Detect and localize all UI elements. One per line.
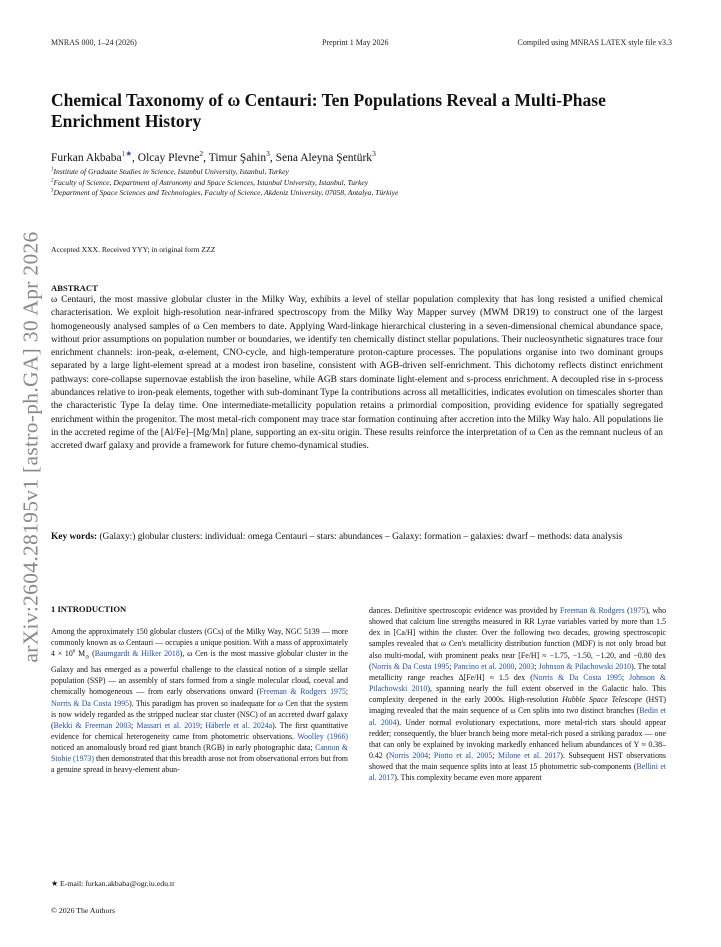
body-text: ; [428,751,434,761]
abstract-text: ω Centauri, the most massive globular cluster in the Milky Way, exhibits a level of stellar population complexity that has long resisted a unified chemical characterisation. We exploit high-resolution near-infrared spectroscopy from the Milky Way Mapper survey (MWM DR19) to construct one of the largest homogeneously analysed samples of ω Cen members to date. Applying Ward-linkage hierarchical clustering in a seven-dimensional chemical abundance space, without prior assumptions on population number or boundaries, we identify ten chemically distinct stellar populations. Their nucleosynthetic signatures trace four enrichment channels: iron-peak, α-element, CNO-cycle, and high-temperature proton-capture processes. The populations organise into two dominant groups separated by a large light-element spread at a modest iron baseline, consistent with AGB-driven self-enrichment. This dichotomy reflects distinct enrichment pathways: core-collapse supernovae establish the iron baseline, while AGB stars dominate light-element and s-process enrichment. A decoupled rise in s-process abundances relative to iron-peak elements, together with sub-dominant Type Ia contributions across all metallicities, indicates evolution on timescales shorter than the characteristic Type Ia delay time. One intermediate-metallicity population retains a primordial composition, providing evidence for spatially segregated enrichment within the progenitor. The most metal-rich component may trace star formation continuing after accretion into the Milky Way halo. All populations lie in the accreted regime of the [Al/Fe]–[Mg/Mn] plane, supporting an ex-situ origin. These results reinforce the interpretation of ω Cen as the remnant nucleus of an accreted dwarf galaxy and provide a framework for future chemo-dynamical studies. [51,295,663,452]
body-text: ; [492,751,498,761]
italic-text: Hubble Space Telescope [562,695,643,705]
citation-link[interactable]: Bedin et al. 2004 [369,706,666,727]
author-name: Sena Aleyna Şentürk [275,152,373,164]
abstract-heading: ABSTRACT [51,283,98,293]
body-text: ). The total metallicity range reaches Δ[Fe/H] ≈ 1.5 dex ( [369,661,667,682]
body-text: ; [345,687,348,697]
author-affiliation-mark: 3 [266,149,270,159]
affiliation-text: Faculty of Science, Department of Astronomy and Space Sciences, Istanbul University, Istanbul, Turkey [53,177,369,187]
copyright: © 2026 The Authors [51,906,116,915]
author-list: Furkan Akbaba$^{1★}$, Olcay Plevne$^2$, Timur Şahin$^3$, Sena Aleyna Şentürk$^3$ [51,149,376,164]
body-text: ), who showed that calcium line strengths measured in RR Lyrae variables varied by more than 1.5 dex in [Ca/H] within the cluster. Over the following two decades, growing spectroscopic samples revealed that ω Cen's metallicity distribution function (MDF) is not only broad but also multi-modal, with prominent peaks near [Fe/H] ≈ −1.75, −1.50, −1.20, and −0.80 dex ( [369,606,667,671]
citation-link[interactable]: Norris 2004 [388,751,429,761]
keywords-label: Key words: [51,532,98,542]
affiliations [51,167,398,199]
arxiv-stamp-text: arXiv:2604.28195v1 [astro-ph.GA] 30 Apr 2026 [18,231,43,663]
body-text: dances. Definitive spectroscopic evidence was provided by [369,606,560,615]
body-text: M [75,649,86,659]
affiliation-number: 1 [51,167,54,173]
body-text: ; [199,720,206,730]
citation-link[interactable]: Johnson & Pilachowski 2010 [538,661,632,671]
keywords [51,531,663,544]
citation-link[interactable]: Norris & Da Costa 1995 [371,661,450,671]
body-column-left [51,626,348,776]
running-header-date: Preprint 1 May 2026 [322,38,389,47]
body-text: ). Subsequent HST observations showed that the main sequence splits into at least 15 photometric sub-components ( [369,751,666,772]
author-name: Olcay Plevne [137,152,200,164]
author-affiliation-mark: 1★ [121,149,133,159]
body-text: ), spanning nearly the full extent observed in the Galactic halo. This complexity deepened in the early 2000s. High-resolution [369,684,666,705]
affiliation-line [51,188,398,199]
author-affiliation-mark: 3 [372,149,376,159]
affiliation-number: 3 [51,188,54,194]
running-header-style: Compiled using MNRAS LATEX style file v3.3 [517,38,672,47]
affiliation-line [51,178,398,189]
arxiv-stamp [16,233,46,661]
citation-link[interactable]: Freeman & Rodgers [559,606,625,615]
body-text: ; [449,661,454,671]
body-text: (HST) imaging revealed that the main sequence of ω Cen splits into two distinct branches ( [369,695,666,716]
body-text: , [514,661,519,671]
affiliation-text: Department of Space Sciences and Technologies, Faculty of Science, Akdeniz University, 07058, Antalya, Türkiye [53,188,399,198]
citation-link[interactable]: Norris & Da Costa 1995 [51,698,130,708]
body-text: ). This complexity became even more apparent [394,773,542,783]
superscript: 6 [72,648,76,655]
citation-link[interactable]: Bekki & Freeman 2003 [53,720,132,730]
citation-link[interactable]: 2003 [518,661,535,671]
body-text: ; [534,661,539,671]
citation-link[interactable]: Woolley (1966) [297,731,348,741]
running-header-journal: MNRAS 000, 1–24 (2026) [51,38,137,47]
body-text: ; [131,720,137,730]
citation-link[interactable]: Baumgardt & Hilker 2018 [94,649,180,659]
body-text: ; [621,672,630,682]
citation-link[interactable]: Bellini et al. 2017 [369,762,666,783]
footnote-email: ★ E-mail: furkan.akbaba@ogr.iu.edu.tr [51,879,175,888]
affiliation-text: Institute of Graduate Studies in Science, Istanbul University, Istanbul, Turkey [53,167,289,176]
author-affiliation-mark: 2 [199,149,204,159]
citation-link[interactable]: Norris & Da Costa 1995 [532,672,622,682]
body-text: ( [89,649,95,659]
citation-link[interactable]: Massari et al. 2019 [136,720,200,730]
acceptance-note: Accepted XXX. Received YYY; in original form ZZZ [51,245,216,254]
citation-link[interactable]: Pancino et al. 2000 [453,661,515,671]
section-heading-introduction: 1 INTRODUCTION [51,604,127,614]
citation-link[interactable]: 1975 [629,606,646,615]
subscript: ⊙ [85,654,90,661]
affiliation-number: 2 [51,178,54,184]
body-text: ). The first quantitative evidence for chemical heterogeneity came from photometric observations. [51,720,349,741]
citation-link[interactable]: Freeman & Rodgers 1975 [259,687,346,697]
body-text: ). Under normal evolutionary expectations, more metal-rich stars should appear redder; consequently, the bluer branch being more metal-rich posed a striking paradox — one that can only be explained by invoking markedly enhanced helium abundances of Y ≈ 0.38–0.42 ( [369,717,666,761]
body-column-right [369,605,666,784]
body-text: noticed an anomalously broad red giant branch (RGB) in early photographic data; [51,743,316,753]
paper-title: Chemical Taxonomy of ω Centauri: Ten Populations Reveal a Multi-Phase Enrichment History [51,90,606,131]
citation-link[interactable]: Piotto et al. 2005 [433,751,493,761]
body-text: Among the approximately 150 globular clusters (GCs) of the Milky Way, NGC 5139 — more commonly known as ω Centauri — occupies a unique position. With a mass of approximately 4 × 10 [51,627,348,659]
author-name: Timur Şahin [208,152,267,164]
citation-link[interactable]: Milone et al. 2017 [498,751,561,761]
body-text: ). This paradigm has proven so inadequate for ω Cen that the system is now widely regarded as the stripped nuclear star cluster (NSC) of an accreted dwarf galaxy ( [51,698,349,730]
citation-link[interactable]: Cannon & Stobie (1973) [51,743,349,764]
body-text: then demonstrated that this breadth arose not from observational errors but from a genuine spread in heavy-element abun- [51,754,349,775]
author-name: Furkan Akbaba [51,152,122,164]
citation-link[interactable]: Häberle et al. 2024a [205,720,273,730]
body-text: ( [624,606,630,615]
keywords-text: (Galaxy:) globular clusters: individual: omega Centauri – stars: abundances – Galaxy: formation – galaxies: dwarf – methods: data analysis [99,532,623,542]
affiliation-line [51,167,398,178]
citation-link[interactable]: Johnson & Pilachowski 2010 [369,672,667,694]
body-text: ), ω Cen is the most massive globular cluster in the Galaxy and has emerged as a powerful challenge to the classical notion of a simple stellar population (SSP) — an assembly of stars formed from a single molecular cloud, coeval and chemically homogeneous — from early observations onward ( [51,649,349,697]
